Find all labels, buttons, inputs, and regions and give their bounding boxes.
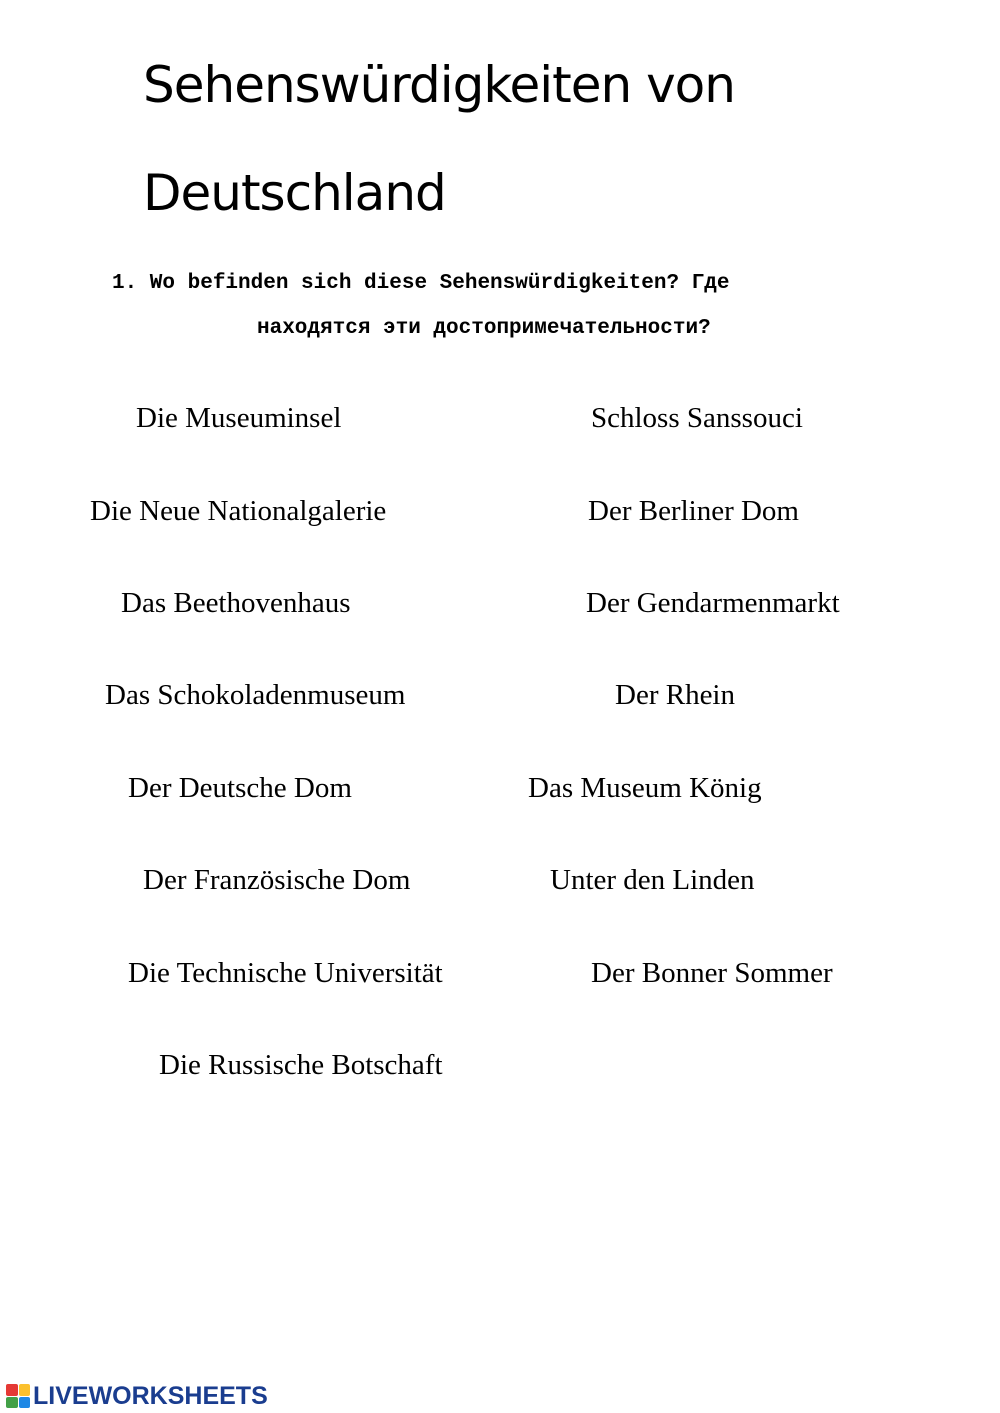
left-item[interactable]: Die Technische Universität xyxy=(128,957,443,989)
worksheet-title-line-2: Deutschland xyxy=(143,164,446,222)
left-item[interactable]: Das Beethovenhaus xyxy=(121,587,351,619)
question-line-1: 1. Wo befinden sich diese Sehenswürdigkeiten? Где xyxy=(112,272,730,295)
liveworksheets-logo-icon xyxy=(6,1384,30,1408)
right-item[interactable]: Unter den Linden xyxy=(550,864,755,896)
right-item[interactable]: Schloss Sanssouci xyxy=(591,402,803,434)
right-item[interactable]: Der Bonner Sommer xyxy=(591,957,833,989)
left-item[interactable]: Die Russische Botschaft xyxy=(159,1049,443,1081)
left-item[interactable]: Der Deutsche Dom xyxy=(128,772,352,804)
left-item[interactable]: Die Neue Nationalgalerie xyxy=(90,495,387,527)
right-item[interactable]: Der Berliner Dom xyxy=(588,495,799,527)
right-item[interactable]: Der Gendarmenmarkt xyxy=(586,587,840,619)
liveworksheets-brand-text: LIVEWORKSHEETS xyxy=(33,1381,268,1410)
right-item[interactable]: Der Rhein xyxy=(615,679,735,711)
question-line-2: находятся эти достопримечательности? xyxy=(257,317,711,340)
liveworksheets-logo xyxy=(6,1381,268,1410)
left-item[interactable]: Das Schokoladenmuseum xyxy=(105,679,406,711)
right-item[interactable]: Das Museum König xyxy=(528,772,762,804)
left-item[interactable]: Der Französische Dom xyxy=(143,864,411,896)
left-item[interactable]: Die Museuminsel xyxy=(136,402,342,434)
worksheet-title-line-1: Sehenswürdigkeiten von xyxy=(143,56,735,114)
